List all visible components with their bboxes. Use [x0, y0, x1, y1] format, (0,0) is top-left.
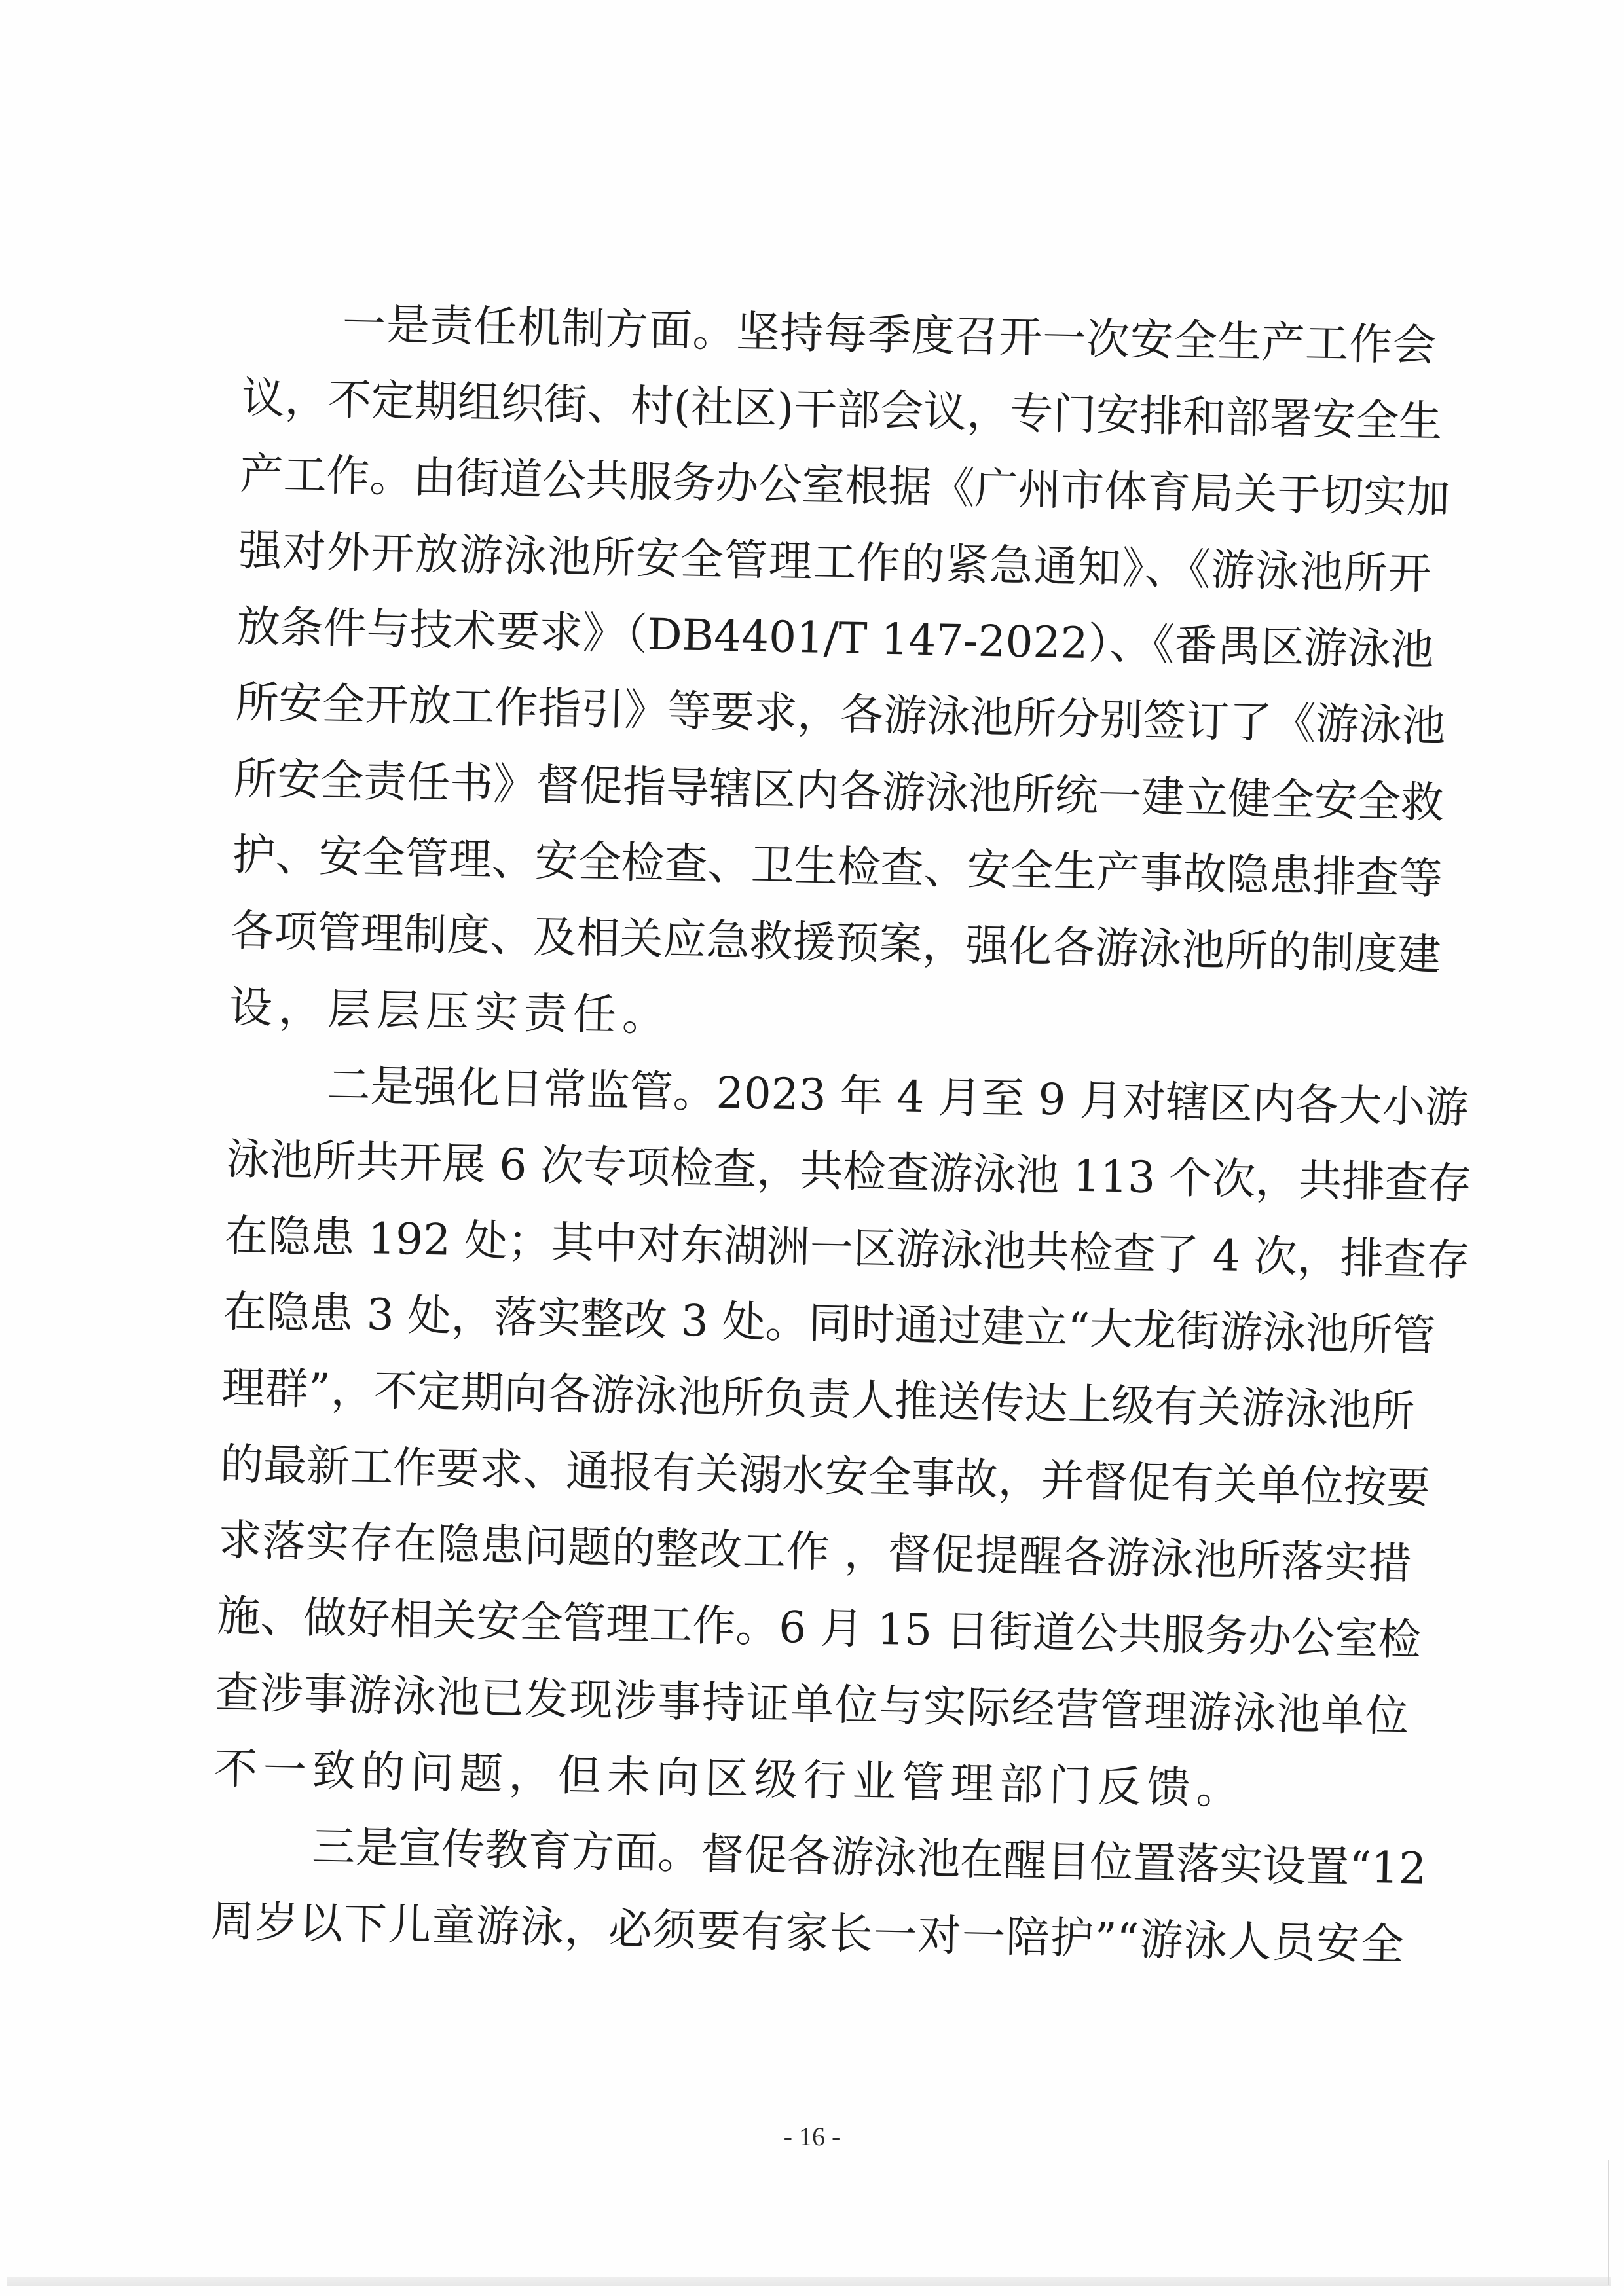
- paragraph-1-line-8: 护、安全管理、安全检查、卫生检查、安全生产事故隐患排查等: [232, 829, 1443, 904]
- paragraph-1-line-9: 各项管理制度、及相关应急救援预案，强化各游泳池所的制度建: [230, 905, 1441, 980]
- paragraph-3-line-2: 周岁以下儿童游泳，必须要有家长一对一陪护”“游泳人员安全: [210, 1895, 1405, 1971]
- paragraph-1-line-6: 所安全开放工作指引》等要求，各游泳池所分别签订了《游泳池: [234, 676, 1446, 752]
- paragraph-1-line-3: 产工作。由街道公共服务办公室根据《广州市体育局关于切实加: [239, 448, 1450, 524]
- scan-artifact-band: [7, 2277, 1611, 2286]
- scan-artifact-edge: [1608, 2160, 1609, 2285]
- paragraph-2-line-8: 施、做好相关安全管理工作。6 月 15 日街道公共服务办公室检: [216, 1590, 1422, 1666]
- page-number: - 16 -: [783, 2122, 841, 2151]
- paragraph-1-line-1: 一是责任机制方面。坚持每季度召开一次安全生产工作会: [342, 299, 1437, 371]
- paragraph-2-line-10: 不一致的问题，但未向区级行业管理部门反馈。: [213, 1743, 1246, 1815]
- paragraph-1-line-10: 设，层层压实责任。: [229, 981, 672, 1042]
- paragraph-3-line-1: 三是宣传教育方面。督促各游泳池在醒目位置落实设置“12: [311, 1821, 1427, 1894]
- paragraph-2-line-7: 求落实存在隐患问题的整改工作 ，督促提醒各游泳池所落实措: [218, 1514, 1412, 1590]
- paragraph-2-line-4: 在隐患 3 处，落实整改 3 处。同时通过建立“大龙街游泳池所管: [223, 1286, 1436, 1361]
- paragraph-2-line-5: 理群”，不定期向各游泳池所负责人推送传达上级有关游泳池所: [221, 1362, 1415, 1437]
- paragraph-2-line-1: 二是强化日常监管。2023 年 4 月至 9 月对辖区内各大小游: [327, 1059, 1469, 1133]
- paragraph-2-line-2: 泳池所共开展 6 次专项检查，共检查游泳池 113 个次，共排查存: [225, 1133, 1472, 1209]
- body-text: [210, 296, 1472, 1971]
- paragraph-2-line-3: 在隐患 192 处；其中对东湖洲一区游泳池共检查了 4 次，排查存: [224, 1210, 1471, 1286]
- paragraph-1-line-5: 放条件与技术要求》（DB4401/T 147-2022）、《番禺区游泳池: [236, 600, 1435, 676]
- paragraph-2-line-9: 查涉事游泳池已发现涉事持证单位与实际经营管理游泳池单位: [215, 1667, 1409, 1742]
- paragraph-1-line-7: 所安全责任书》督促指导辖区内各游泳池所统一建立健全安全救: [233, 753, 1445, 828]
- paragraph-1-line-2: 议，不定期组织街、村(社区)干部会议，专门安排和部署安全生: [241, 372, 1443, 447]
- paragraph-2-line-6: 的最新工作要求、通报有关溺水安全事故，并督促有关单位按要: [219, 1438, 1431, 1514]
- paragraph-1-line-4: 强对外开放游泳池所安全管理工作的紧急通知》、《游泳池所开: [238, 524, 1432, 600]
